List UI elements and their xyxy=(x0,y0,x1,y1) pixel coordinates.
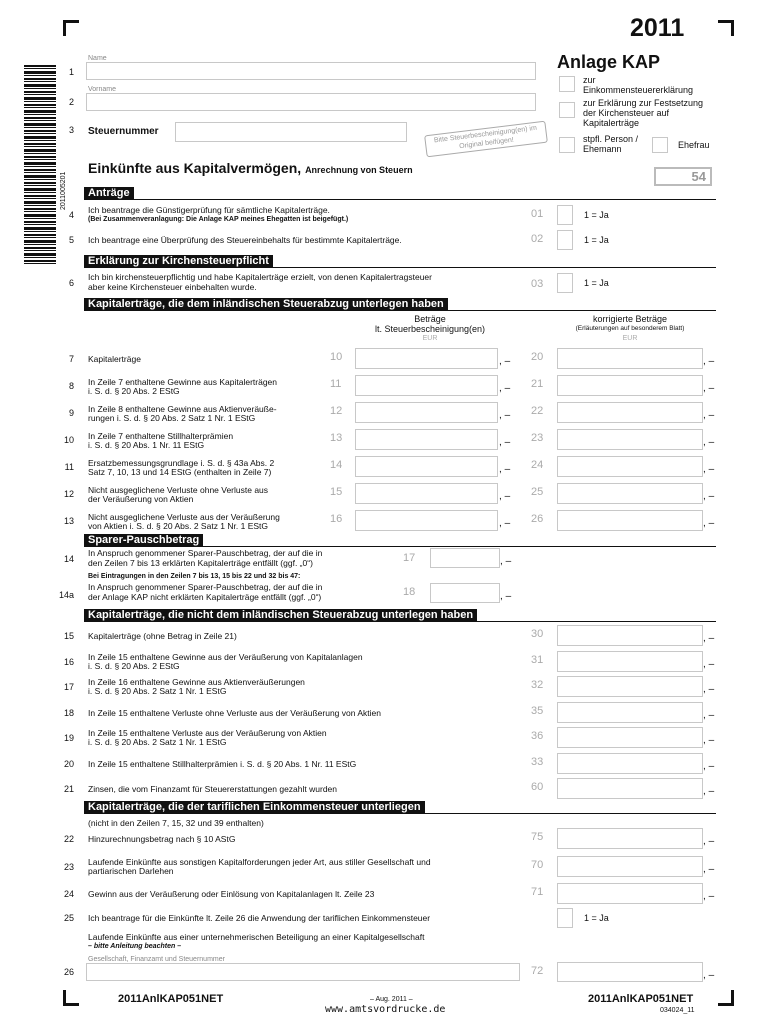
section-inland: Kapitalerträge, die dem inländischen Steuerabzug unterlegen haben xyxy=(84,298,448,311)
r14-label-b: den Zeilen 7 bis 13 erklärten Kapitalerträge entfällt (ggf. „0“) xyxy=(88,558,313,568)
r14-label-a: In Anspruch genommener Sparer-Pauschbetrag, der auf die in xyxy=(88,548,323,558)
line-number: 20 xyxy=(63,758,74,769)
section-antraege: Anträge xyxy=(84,187,134,200)
row-label-b: i. S. d. § 20 Abs. 2 EStG xyxy=(88,660,180,671)
row-label-a: Ersatzbemessungsgrundlage i. S. d. § 43a Abs. 2 xyxy=(88,458,275,468)
checkbox-ehefrau[interactable] xyxy=(652,137,668,153)
cents-marker xyxy=(703,761,714,772)
row-label-a: Hinzurechnungsbetrag nach § 10 AStG xyxy=(88,834,236,844)
dash: – xyxy=(708,970,715,981)
cents-marker xyxy=(703,684,714,695)
amount-field-35[interactable] xyxy=(557,702,703,723)
dash: – xyxy=(504,410,511,421)
row-label-a: In Zeile 16 enthaltene Gewinne aus Aktienveräußerungen xyxy=(88,677,305,687)
dash: – xyxy=(708,437,715,448)
steuernummer-label: Steuernummer xyxy=(88,126,159,137)
comma: , xyxy=(703,891,706,902)
tarif-note: (nicht in den Zeilen 7, 15, 32 und 39 enthalten) xyxy=(88,818,264,828)
line-number: 16 xyxy=(63,656,74,667)
line-number: 11 xyxy=(64,462,74,472)
col1-header-a: Beträge xyxy=(414,314,446,324)
row-label-a: In Zeile 7 enthaltene Stillhalterprämien xyxy=(88,431,234,441)
footer-site: www.amtsvordrucke.de xyxy=(325,1004,446,1015)
row-label-b: i. S. d. § 20 Abs. 2 Satz 1 Nr. 1 EStG xyxy=(88,686,227,696)
col2-eur: EUR xyxy=(622,335,638,342)
cents-marker xyxy=(703,518,714,529)
amount-field-21[interactable] xyxy=(557,375,703,396)
row-label-a: In Zeile 15 enthaltene Verluste ohne Verluste aus der Veräußerung von Aktien xyxy=(88,707,381,718)
code: 20 xyxy=(531,351,544,363)
section-tarif: Kapitalerträge, die der tariflichen Einkommensteuer unterliegen xyxy=(84,801,425,814)
name-label: Name xyxy=(88,55,107,62)
comma: , xyxy=(703,760,706,772)
form-year: 2011 xyxy=(630,14,685,42)
row-label-a: Kapitalerträge xyxy=(88,354,141,364)
section-sparer: Sparer-Pauschbetrag xyxy=(84,534,203,547)
row-label-b: von Aktien i. S. d. § 20 Abs. 2 Satz 1 Nr. 1 EStG xyxy=(88,521,269,531)
dash: – xyxy=(708,735,715,746)
code: 12 xyxy=(330,405,343,417)
comma: , xyxy=(703,863,706,875)
line-number: 18 xyxy=(63,707,74,718)
comma: , xyxy=(499,410,502,421)
comma: , xyxy=(703,410,706,421)
amount-field-26[interactable] xyxy=(557,510,703,531)
cents-marker xyxy=(499,518,510,529)
cents-marker xyxy=(703,383,714,394)
row-label-b: der Veräußerung von Aktien xyxy=(88,494,194,504)
amount-field-14[interactable] xyxy=(355,456,498,477)
comma: , xyxy=(500,556,503,567)
comma: , xyxy=(703,464,706,475)
name-input[interactable] xyxy=(86,62,536,80)
line-number: 5 xyxy=(68,235,74,245)
option-ehefrau: Ehefrau xyxy=(678,140,710,150)
code: 10 xyxy=(330,351,343,363)
dash: – xyxy=(708,891,715,902)
checkbox-03[interactable] xyxy=(557,273,573,293)
cents-marker xyxy=(500,591,511,602)
code: 11 xyxy=(330,378,342,390)
row-label-a: In Zeile 8 enthaltene Gewinne aus Aktienveräuße- xyxy=(88,404,277,414)
amount-field-11[interactable] xyxy=(355,375,498,396)
amount-field-60[interactable] xyxy=(557,778,703,799)
dash: – xyxy=(504,464,511,475)
code: 14 xyxy=(330,459,343,471)
crop-mark-bottom-right xyxy=(718,990,734,1006)
amount-field-23[interactable] xyxy=(557,429,703,450)
vorname-input[interactable] xyxy=(86,93,536,111)
code: 33 xyxy=(531,755,544,768)
section-ausland: Kapitalerträge, die nicht dem inländischen Steuerabzug unterlegen haben xyxy=(84,609,477,622)
amount-field-31[interactable] xyxy=(557,651,703,672)
dash: – xyxy=(708,658,715,670)
option-zur: zur xyxy=(583,75,596,85)
r26-hint: Gesellschaft, Finanzamt und Steuernummer xyxy=(88,956,225,963)
r25-label: Ich beantrage für die Einkünfte lt. Zeile 26 die Anwendung der tariflichen Einkommensteuer xyxy=(88,913,431,923)
page-code: 54 xyxy=(654,167,712,186)
amount-field-22[interactable] xyxy=(557,402,703,423)
section-kirche: Erklärung zur Kirchensteuerpflicht xyxy=(84,255,273,268)
footer-number: 034024_11 xyxy=(660,1007,695,1014)
ja-label: 1 = Ja xyxy=(584,210,609,220)
row-label-a: Gewinn aus der Veräußerung oder Einlösung von Kapitalanlagen lt. Zeile 23 xyxy=(88,889,375,899)
dash: – xyxy=(708,383,715,394)
comma: , xyxy=(703,383,706,394)
col1-eur: EUR xyxy=(422,335,438,342)
code: 18 xyxy=(403,586,416,598)
amount-field-16[interactable] xyxy=(355,510,498,531)
r6-label-a: Ich bin kirchensteuerpflichtig und habe Kapitalerträge erzielt, von denen Kapitalertragsteuer xyxy=(88,272,432,282)
cents-marker xyxy=(703,710,714,721)
line-number: 23 xyxy=(63,861,74,872)
line-number: 14 xyxy=(63,554,74,564)
ja-label: 1 = Ja xyxy=(584,235,609,245)
row-label-b: i. S. d. § 20 Abs. 2 Satz 1 Nr. 1 EStG xyxy=(88,737,227,747)
r4-label: Ich beantrage die Günstigerprüfung für sämtliche Kapitalerträge. xyxy=(88,205,330,215)
amount-field-25[interactable] xyxy=(557,483,703,504)
comma: , xyxy=(499,383,502,394)
comma: , xyxy=(703,709,706,721)
comma: , xyxy=(703,491,706,502)
cents-marker xyxy=(703,970,714,981)
col1-header-b: lt. Steuerbescheinigung(en) xyxy=(374,324,486,334)
line-number: 19 xyxy=(63,733,74,743)
col2-header-a: korrigierte Beträge xyxy=(592,314,668,324)
cents-marker xyxy=(703,864,714,875)
amount-field-10[interactable] xyxy=(355,348,498,369)
form-title: Anlage KAP xyxy=(557,52,661,72)
cents-marker xyxy=(703,633,714,644)
line-number: 26 xyxy=(63,967,74,977)
amount-field-30[interactable] xyxy=(557,625,703,646)
code: 13 xyxy=(330,432,343,444)
code: 31 xyxy=(531,653,544,666)
amount-field-20[interactable] xyxy=(557,348,703,369)
main-title-text: Einkünfte aus Kapitalvermögen, xyxy=(88,160,302,176)
comma: , xyxy=(499,464,502,475)
cents-marker xyxy=(499,356,510,367)
dash: – xyxy=(708,410,715,421)
footer-code-right: 2011AnlKAP051NET xyxy=(588,993,694,1005)
r14a-label-a: In Anspruch genommener Sparer-Pauschbetrag, der auf die in xyxy=(88,582,323,592)
code: 03 xyxy=(531,278,544,290)
ja-label: 1 = Ja xyxy=(584,278,609,288)
comma: , xyxy=(703,437,706,448)
dash: – xyxy=(505,556,512,567)
dash: – xyxy=(505,591,512,602)
cents-marker xyxy=(499,410,510,421)
row-label-a: Kapitalerträge (ohne Betrag in Zeile 21) xyxy=(88,631,237,641)
line-number: 9 xyxy=(68,408,74,418)
option-kirche: zur Erklärung zur Festsetzung der Kirchensteuer auf Kapitalerträge xyxy=(583,98,704,128)
cents-marker xyxy=(499,464,510,475)
crop-mark-bottom-left xyxy=(63,990,79,1006)
code: 35 xyxy=(531,704,544,717)
field-18[interactable] xyxy=(430,583,500,603)
amount-field-12[interactable] xyxy=(355,402,498,423)
code: 75 xyxy=(531,831,544,843)
cents-marker xyxy=(499,383,510,394)
dash: – xyxy=(504,383,511,394)
line-number: 15 xyxy=(63,631,74,641)
cents-marker xyxy=(703,891,714,902)
r5-label: Ich beantrage eine Überprüfung des Steuereinbehalts für bestimmte Kapitalerträge. xyxy=(88,235,402,245)
line-number: 24 xyxy=(63,889,74,899)
row-label-a: Zinsen, die vom Finanzamt für Steuererstattungen gezahlt wurden xyxy=(88,784,337,794)
comma: , xyxy=(703,970,706,981)
row-label-a: In Zeile 15 enthaltene Stillhalterprämien i. S. d. § 20 Abs. 1 Nr. 11 EStG xyxy=(88,758,357,769)
dash: – xyxy=(708,356,715,367)
steuernummer-input[interactable] xyxy=(175,122,407,142)
cents-marker xyxy=(703,659,714,670)
cents-marker xyxy=(500,556,511,567)
line-number: 22 xyxy=(63,834,74,844)
r4-note: (Bei Zusammenveranlagung: Die Anlage KAP meines Ehegatten ist beigefügt.) xyxy=(88,216,349,223)
cents-marker xyxy=(703,410,714,421)
line-number: 6 xyxy=(68,278,74,288)
comma: , xyxy=(703,735,706,746)
r14a-label-b: der Anlage KAP nicht erklärten Kapitalerträge entfällt (ggf. „0“) xyxy=(88,592,322,602)
r14-note: Bei Eintragungen in den Zeilen 7 bis 13, 15 bis 22 und 32 bis 47: xyxy=(88,573,301,580)
cents-marker xyxy=(703,437,714,448)
row-label-a: In Zeile 15 enthaltene Gewinne aus der Veräußerung von Kapitalanlagen xyxy=(88,651,363,662)
code: 71 xyxy=(531,886,544,898)
barcode-number: 2011005201 xyxy=(60,171,67,210)
cents-marker xyxy=(703,735,714,746)
cents-marker xyxy=(703,356,714,367)
comma: , xyxy=(499,437,502,448)
row-label-b: i. S. d. § 20 Abs. 2 EStG xyxy=(88,386,180,396)
code: 22 xyxy=(531,405,544,417)
code: 23 xyxy=(531,432,544,444)
dash: – xyxy=(708,786,715,797)
row-label-b: partiarischen Darlehen xyxy=(88,865,174,876)
comma: , xyxy=(703,786,706,797)
dash: – xyxy=(504,518,511,529)
checkbox-02[interactable] xyxy=(557,230,573,250)
crop-mark-top-right xyxy=(718,20,734,36)
code: 15 xyxy=(330,486,343,498)
comma: , xyxy=(703,836,706,847)
code: 16 xyxy=(330,513,343,525)
cents-marker xyxy=(499,491,510,502)
col2-header-b: (Erläuterungen auf besonderem Blatt) xyxy=(575,325,685,332)
code: 32 xyxy=(531,679,544,691)
row-label-b: i. S. d. § 20 Abs. 1 Nr. 11 EStG xyxy=(88,440,205,450)
cents-marker xyxy=(703,836,714,847)
field-26-text[interactable] xyxy=(86,963,520,981)
amount-field-70[interactable] xyxy=(557,856,703,877)
amount-field-13[interactable] xyxy=(355,429,498,450)
amount-field-36[interactable] xyxy=(557,727,703,748)
line-number: 21 xyxy=(63,784,74,794)
checkbox-einkst[interactable] xyxy=(559,76,575,92)
dash: – xyxy=(708,491,715,502)
line-number: 12 xyxy=(63,489,74,499)
divider xyxy=(84,199,716,200)
amount-field-15[interactable] xyxy=(355,483,498,504)
comma: , xyxy=(499,356,502,367)
amount-field-32[interactable] xyxy=(557,676,703,697)
row-label-a: Laufende Einkünfte aus sonstigen Kapitalforderungen jeder Art, aus stiller Gesellschaft und xyxy=(88,856,431,867)
dash: – xyxy=(708,633,715,644)
vorname-label: Vorname xyxy=(88,86,117,93)
r26-label-b: – bitte Anleitung beachten – xyxy=(88,943,182,950)
ja-label: 1 = Ja xyxy=(584,913,609,923)
row-label-b: Satz 7, 10, 13 und 14 EStG (enthalten in Zeile 7) xyxy=(88,467,272,477)
line-number: 4 xyxy=(68,210,74,220)
field-17[interactable] xyxy=(430,548,500,568)
comma: , xyxy=(499,518,502,529)
checkbox-01[interactable] xyxy=(557,205,573,225)
line-number: 7 xyxy=(68,354,74,364)
main-subtitle: Anrechnung von Steuern xyxy=(305,165,413,175)
code: 70 xyxy=(531,858,544,871)
row-label-a: Nicht ausgeglichene Verluste aus der Veräußerung xyxy=(88,512,280,522)
footer-code-left: 2011AnlKAP051NET xyxy=(118,993,224,1005)
comma: , xyxy=(703,658,706,670)
row-label-a: Nicht ausgeglichene Verluste ohne Verluste aus xyxy=(88,485,269,495)
row-label-a: In Zeile 15 enthaltene Verluste aus der Veräußerung von Aktien xyxy=(88,728,327,738)
main-title xyxy=(88,160,413,176)
amount-field-24[interactable] xyxy=(557,456,703,477)
code: 25 xyxy=(531,486,544,498)
amount-field-71[interactable] xyxy=(557,883,703,904)
cents-marker xyxy=(703,464,714,475)
option-stpfl: stpfl. Person / Ehemann xyxy=(583,134,639,154)
dash: – xyxy=(708,709,715,721)
stamp-hint: Bitte Steuerbescheinigung(en) im Original beifügen! xyxy=(424,121,548,158)
code: 60 xyxy=(531,781,544,793)
line-number: 3 xyxy=(68,125,74,135)
code: 21 xyxy=(531,378,544,390)
line-number: 13 xyxy=(63,516,74,526)
barcode-number-wrap xyxy=(60,150,70,210)
comma: , xyxy=(703,518,706,529)
code: 02 xyxy=(531,233,544,245)
dash: – xyxy=(708,518,715,529)
line-number: 8 xyxy=(68,381,74,391)
checkbox-kirche[interactable] xyxy=(559,102,575,118)
dash: – xyxy=(504,491,511,502)
footer-date: – Aug. 2011 – xyxy=(370,996,413,1003)
dash: – xyxy=(708,863,715,875)
dash: – xyxy=(504,437,511,448)
code: 36 xyxy=(531,730,544,742)
checkbox-25[interactable] xyxy=(557,908,573,928)
dash: – xyxy=(708,836,715,847)
code: 17 xyxy=(403,552,416,564)
comma: , xyxy=(703,633,706,644)
dash: – xyxy=(504,356,511,367)
code: 26 xyxy=(531,513,544,525)
field-72[interactable] xyxy=(557,962,703,982)
row-label-b: rungen i. S. d. § 20 Abs. 2 Satz 1 Nr. 1 EStG xyxy=(88,413,256,423)
r26-label-a: Laufende Einkünfte aus einer unternehmerischen Beteiligung an einer Kapitalgesellschaft xyxy=(88,932,425,942)
comma: , xyxy=(499,491,502,502)
r6-label-b: aber keine Kirchensteuer einbehalten wurde. xyxy=(88,282,257,292)
crop-mark-top-left xyxy=(63,20,79,36)
amount-field-33[interactable] xyxy=(557,753,703,774)
dash: – xyxy=(708,760,715,772)
line-number: 25 xyxy=(63,913,74,923)
comma: , xyxy=(500,591,503,602)
option-einkst: Einkommensteuererklärung xyxy=(583,85,694,95)
code: 72 xyxy=(531,965,544,977)
line-number: 14a xyxy=(58,590,74,600)
row-label-a: In Zeile 7 enthaltene Gewinne aus Kapitalerträgen xyxy=(88,377,278,387)
code: 01 xyxy=(531,208,544,220)
dash: – xyxy=(708,684,715,695)
comma: , xyxy=(703,684,706,695)
line-number: 2 xyxy=(68,97,74,107)
cents-marker xyxy=(499,437,510,448)
cents-marker xyxy=(703,491,714,502)
comma: , xyxy=(703,356,706,367)
checkbox-stpfl[interactable] xyxy=(559,137,575,153)
line-number: 1 xyxy=(68,67,74,77)
code: 24 xyxy=(531,459,544,471)
dash: – xyxy=(708,464,715,475)
cents-marker xyxy=(703,786,714,797)
line-number: 17 xyxy=(63,682,74,692)
line-number: 10 xyxy=(63,435,74,445)
amount-field-75[interactable] xyxy=(557,828,703,849)
code: 30 xyxy=(531,628,544,640)
